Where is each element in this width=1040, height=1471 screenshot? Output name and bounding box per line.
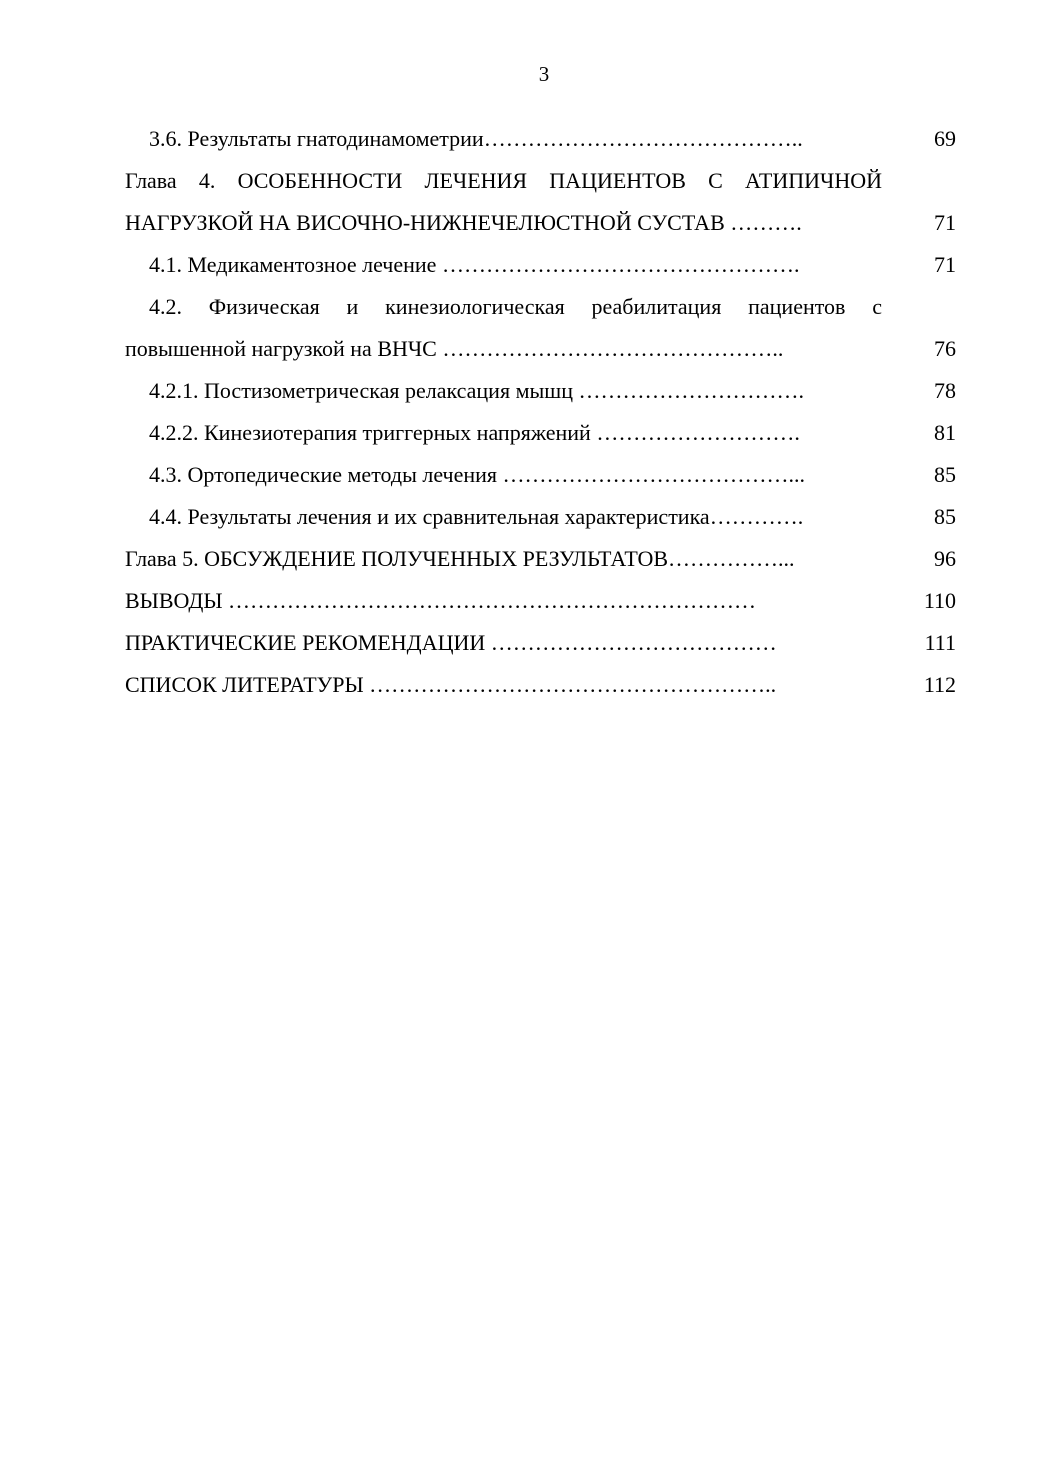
toc-entry-text: повышенной нагрузкой на ВНЧС ……………………………………….. [125, 336, 784, 361]
toc-entry-page: 76 [934, 336, 956, 361]
toc-entry-page: 111 [924, 630, 956, 655]
toc-entry-page: 96 [934, 546, 956, 571]
toc-entry-text: НАГРУЗКОЙ НА ВИСОЧНО-НИЖНЕЧЕЛЮСТНОЙ СУСТАВ ………. [125, 210, 802, 235]
toc-entry-text: 4.3. Ортопедические методы лечения …………………………………... [149, 462, 806, 487]
toc-entry-text: Глава 5. ОБСУЖДЕНИЕ ПОЛУЧЕННЫХ РЕЗУЛЬТАТОВ……………... [125, 546, 795, 571]
toc-entry-page: 71 [934, 252, 956, 277]
toc-entry-page: 81 [934, 420, 956, 445]
toc-entry-text: СПИСОК ЛИТЕРАТУРЫ ……………………………………………….. [125, 672, 777, 697]
toc-entry-text: 3.6. Результаты гнатодинамометрии…………………………………….. [149, 126, 803, 151]
toc-entry-text: ПРАКТИЧЕСКИЕ РЕКОМЕНДАЦИИ ………………………………… [125, 630, 777, 655]
toc-entry-text: 4.4. Результаты лечения и их сравнительная характеристика…………. [149, 504, 804, 529]
toc-entry-text: ВЫВОДЫ ……………………………………………………………… [125, 588, 757, 613]
toc-entry-page: 78 [934, 378, 956, 403]
toc-entry-page: 112 [923, 672, 956, 697]
toc-entry-text: Глава 4. ОСОБЕННОСТИ ЛЕЧЕНИЯ ПАЦИЕНТОВ С АТИПИЧНОЙ [125, 168, 882, 193]
toc-entry-text: 4.2.1. Постизометрическая релаксация мышц …………………………. [149, 378, 804, 403]
toc-entry-text: 4.1. Медикаментозное лечение …………………………………………. [149, 252, 800, 277]
page-number: 3 [538, 62, 550, 86]
toc-entry-page: 110 [923, 588, 956, 613]
toc-entry-text: 4.2.2. Кинезиотерапия триггерных напряжений ………………………. [149, 420, 800, 445]
toc-entry-text: 4.2. Физическая и кинезиологическая реабилитация пациентов с [149, 294, 882, 319]
toc-entry-page: 85 [934, 462, 956, 487]
toc-entry-page: 69 [934, 126, 956, 151]
toc-entry-page: 71 [934, 210, 956, 235]
toc-entry-page: 85 [934, 504, 956, 529]
